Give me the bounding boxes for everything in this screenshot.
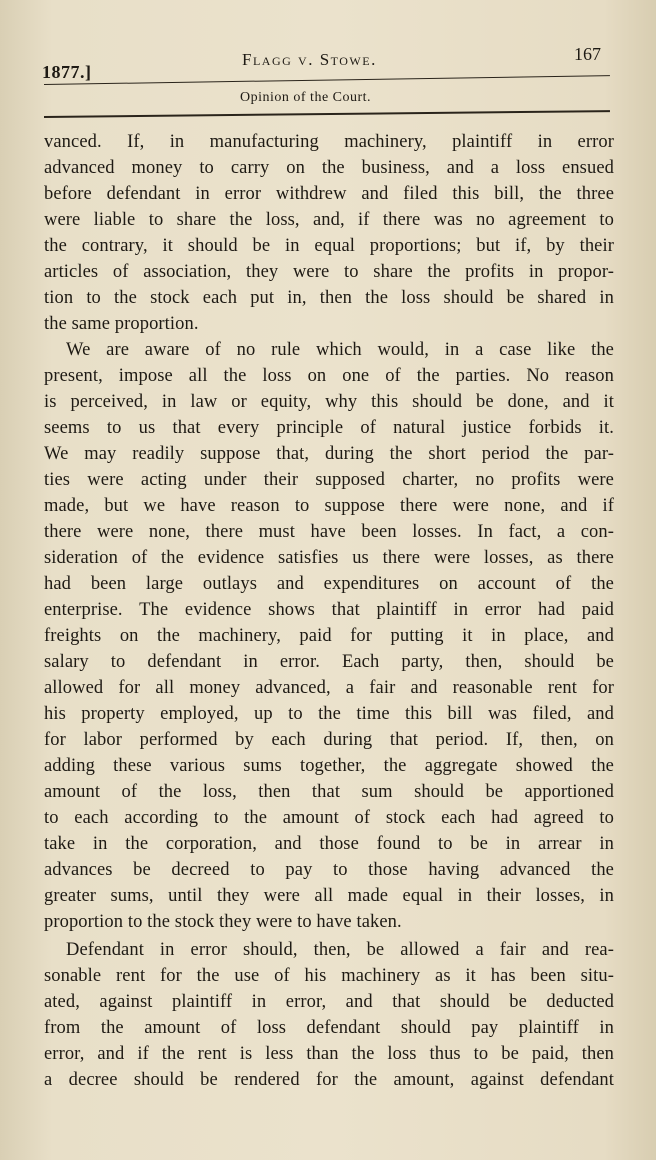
- text-line: the same proportion.: [44, 314, 199, 334]
- text-line: a decree should be rendered for the amount, against defendant: [44, 1070, 614, 1090]
- text-line: freights on the machinery, paid for putting it in place, and: [44, 626, 614, 646]
- text-line: salary to defendant in error. Each party, then, should be: [44, 652, 614, 672]
- text-line: made, but we have reason to suppose there were none, and if: [44, 496, 614, 516]
- text-line: ties were acting under their supposed charter, no profits were: [44, 470, 614, 490]
- text-line: articles of association, they were to share the profits in propor-: [44, 262, 614, 282]
- text-line: enterprise. The evidence shows that plaintiff in error had paid: [44, 600, 614, 620]
- text-line: ated, against plaintiff in error, and that should be deducted: [44, 992, 614, 1012]
- text-line: present, impose all the loss on one of the parties. No reason: [44, 366, 614, 386]
- text-line: the contrary, it should be in equal proportions; but if, by their: [44, 236, 614, 256]
- text-line: sonable rent for the use of his machinery as it has been situ-: [44, 966, 614, 986]
- text-line: proportion to the stock they were to have taken.: [44, 912, 402, 932]
- text-line: is perceived, in law or equity, why this should be done, and it: [44, 392, 614, 412]
- text-line: adding these various sums together, the aggregate showed the: [44, 756, 614, 776]
- text-line: We may readily suppose that, during the short period the par-: [44, 444, 614, 464]
- text-line: were liable to share the loss, and, if there was no agreement to: [44, 210, 614, 230]
- text-line: seems to us that every principle of natural justice forbids it.: [44, 418, 614, 438]
- text-line: greater sums, until they were all made equal in their losses, in: [44, 886, 614, 906]
- text-line: to each according to the amount of stock each had agreed to: [44, 808, 614, 828]
- text-line: We are aware of no rule which would, in a case like the: [66, 340, 614, 360]
- text-line: Defendant in error should, then, be allowed a fair and rea-: [66, 940, 614, 960]
- text-line: vanced. If, in manufacturing machinery, plaintiff in error: [44, 132, 614, 152]
- page-number: 167: [574, 44, 601, 64]
- text-line: from the amount of loss defendant should pay plaintiff in: [44, 1018, 614, 1038]
- text-line: take in the corporation, and those found to be in arrear in: [44, 834, 614, 854]
- text-line: his property employed, up to the time this bill was filed, and: [44, 704, 614, 724]
- text-line: for labor performed by each during that period. If, then, on: [44, 730, 614, 750]
- text-line: error, and if the rent is less than the loss thus to be paid, then: [44, 1044, 614, 1064]
- text-line: there were none, there must have been losses. In fact, a con-: [44, 522, 614, 542]
- text-line: before defendant in error withdrew and filed this bill, the three: [44, 184, 614, 204]
- text-line: had been large outlays and expenditures on account of the: [44, 574, 614, 594]
- year-label: 1877.]: [42, 62, 92, 82]
- text-line: tion to the stock each put in, then the loss should be shared in: [44, 288, 614, 308]
- case-title: Flagg v. Stowe.: [242, 50, 377, 69]
- text-line: amount of the loss, then that sum should be apportioned: [44, 782, 614, 802]
- text-line: advances be decreed to pay to those having advanced the: [44, 860, 614, 880]
- text-line: advanced money to carry on the business, and a loss ensued: [44, 158, 614, 178]
- section-subheading: Opinion of the Court.: [240, 90, 372, 105]
- text-line: sideration of the evidence satisfies us there were losses, as there: [44, 548, 614, 568]
- text-line: allowed for all money advanced, a fair and reasonable rent for: [44, 678, 614, 698]
